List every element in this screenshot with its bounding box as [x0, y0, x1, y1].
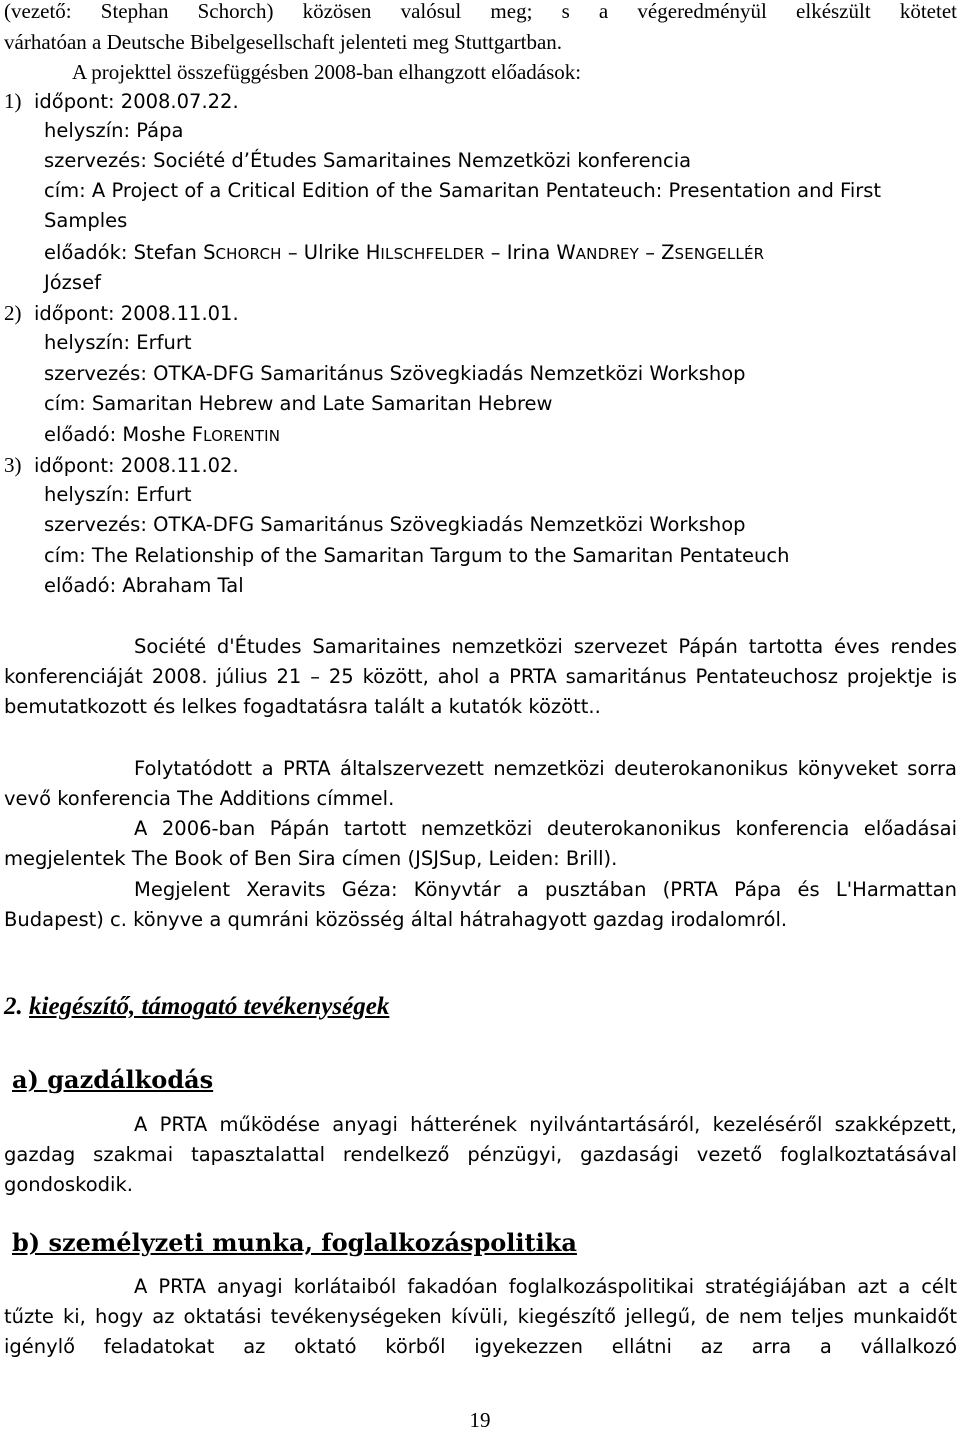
lecture-2-number: 2) [4, 301, 22, 325]
subsection-label: a) [12, 1065, 48, 1094]
speaker-label: előadó: Moshe [44, 423, 192, 446]
lecture-2-speaker [44, 420, 280, 451]
lecture-1-speakers-cont: József [44, 271, 101, 294]
speaker-initial: Z [661, 241, 675, 264]
intro-line-1: (vezető: Stephan Schorch) közösen valósul meg; s a végeredményül elkészült kötetet [4, 0, 957, 23]
section-number: 2. [4, 993, 29, 1020]
speakers-label: előadók: Stefan [44, 241, 204, 264]
lecture-3-org: szervezés: OTKA-DFG Samaritánus Szövegkiadás Nemzetközi Workshop [44, 513, 746, 536]
speaker-surname-smallcaps: ANDREY [575, 245, 639, 263]
subsection-b-heading [12, 1228, 577, 1258]
lecture-3-place: helyszín: Erfurt [44, 483, 192, 506]
lecture-3-number: 3) [4, 453, 22, 477]
lecture-2-place: helyszín: Erfurt [44, 331, 192, 354]
speaker-surname-smallcaps: SENGELLÉR [674, 245, 765, 263]
intro-line-3: A projekttel összefüggésben 2008-ban elhangzott előadások: [72, 60, 582, 84]
paragraph-book: Megjelent Xeravits Géza: Könyvtár a pusztában (PRTA Pápa és L'Harmattan Budapest) c. könyve a qumráni közösség által hátrahagyott gazdag irodalomról. [4, 878, 957, 931]
lecture-3-speaker: előadó: Abraham Tal [44, 574, 244, 597]
subsection-a-text: A PRTA működése anyagi hátterének nyilvántartásáról, kezeléséről szakképzett, gazdag szakmai tapasztalattal rendelkező pénzügyi, gazdasági vezető foglalkoztatásával gondoskodik. [4, 1113, 957, 1196]
lecture-1-place: helyszín: Pápa [44, 119, 184, 142]
speaker-initial: F [191, 423, 204, 446]
lecture-1-date-line [4, 86, 239, 117]
paragraph-additions: Folytatódott a PRTA általszervezett nemzetközi deuterokanonikus könyveket sorra vevő konferencia The Additions címmel. [4, 757, 957, 810]
speaker-separator: – Irina [484, 241, 557, 264]
lecture-2-title: cím: Samaritan Hebrew and Late Samaritan Hebrew [44, 392, 553, 415]
speaker-separator: – [639, 241, 662, 264]
speaker-surname-smallcaps: CHORCH [215, 245, 282, 263]
subsection-label: b) [12, 1228, 49, 1257]
lecture-1-date: időpont: 2008.07.22. [34, 90, 239, 113]
subsection-a-heading [12, 1065, 213, 1095]
speaker-initial: W [556, 241, 576, 264]
paragraph-ben-sira: A 2006-ban Pápán tartott nemzetközi deuterokanonikus konferencia előadásai megjelentek The Book of Ben Sira címen (JSJSup, Leiden: Brill). [4, 817, 957, 870]
section-2-heading [4, 992, 389, 1022]
lecture-1-number: 1) [4, 89, 22, 113]
lecture-2-date-line [4, 298, 239, 329]
page-number: 19 [469, 1408, 491, 1432]
speaker-separator: – Ulrike [281, 241, 366, 264]
paragraph-conference: Société d'Études Samaritaines nemzetközi szervezet Pápán tartotta éves rendes konferenciáját 2008. július 21 – 25 között, ahol a PRTA samaritánus Pentateuchosz projektje is bemutatkozott és lelkes fogadtatásra talált a kutatók között.. [4, 635, 957, 718]
intro-line-2: várhatóan a Deutsche Bibelgesellschaft jelenteti meg Stuttgartban. [4, 30, 563, 54]
section-title: kiegészítő, támogató tevékenységek [29, 993, 390, 1020]
speaker-surname-smallcaps: LORENTIN [203, 427, 281, 445]
lecture-1-title-cont: Samples [44, 209, 128, 232]
lecture-3-title: cím: The Relationship of the Samaritan Targum to the Samaritan Pentateuch [44, 544, 790, 567]
speaker-initial: S [203, 241, 216, 264]
subsection-title: gazdálkodás [47, 1065, 214, 1094]
lecture-3-date-line [4, 450, 239, 481]
lecture-3-date: időpont: 2008.11.02. [34, 454, 239, 477]
speaker-surname-smallcaps: ILSCHFELDER [380, 245, 485, 263]
subsection-b-text: A PRTA anyagi korlátaiból fakadóan foglalkozáspolitikai stratégiájában azt a célt tűzte ki, hogy az oktatási tevékenységeken kívüli, kiegészítő jellegű, de nem teljes munkaidőt igénylő feladatokat az oktató körből igyekezzen ellátni az arra a vállalkozó [4, 1275, 957, 1358]
lecture-1-title: cím: A Project of a Critical Edition of the Samaritan Pentateuch: Presentation and First [44, 179, 882, 202]
speaker-initial: H [365, 241, 381, 264]
lecture-2-org: szervezés: OTKA-DFG Samaritánus Szövegkiadás Nemzetközi Workshop [44, 362, 746, 385]
lecture-2-date: időpont: 2008.11.01. [34, 302, 239, 325]
lecture-1-speakers [44, 238, 764, 269]
lecture-1-org: szervezés: Société d’Études Samaritaines Nemzetközi konferencia [44, 149, 692, 172]
subsection-title: személyzeti munka, foglalkozáspolitika [48, 1228, 577, 1257]
